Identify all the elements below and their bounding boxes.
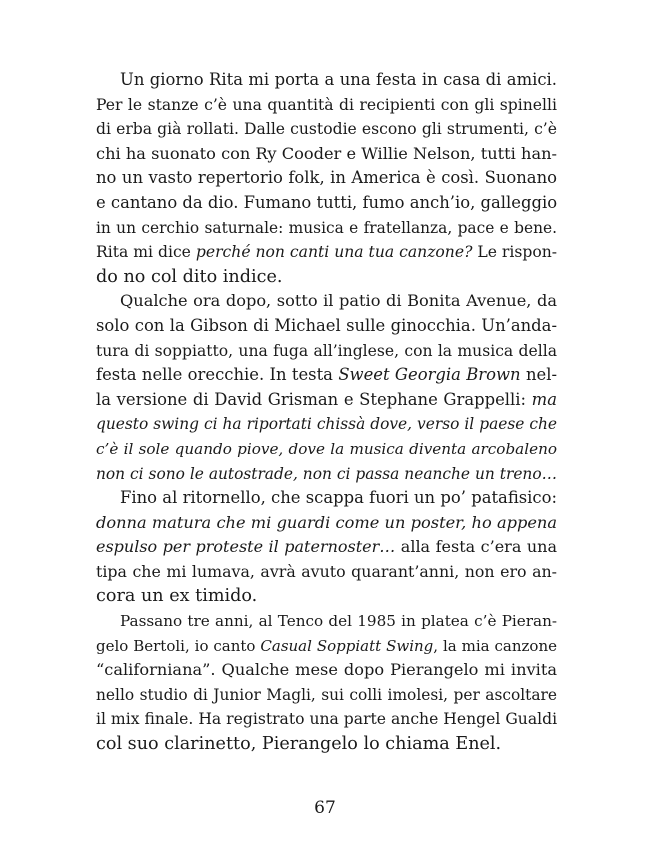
text-line: e cantano da dio. Fumano tutti, fumo anch’io, galleggio	[96, 192, 558, 212]
paragraph	[96, 289, 557, 486]
text-line	[96, 462, 557, 487]
text-run: festa nelle orecchie. In testa	[96, 365, 339, 385]
text-line	[96, 240, 557, 265]
italic-run: ma	[531, 389, 557, 409]
italic-run: non ci sono le autostrade, non ci passa neanche un treno…	[96, 464, 557, 483]
text-line: col suo clarinetto, Pierangelo lo chiama Enel.	[96, 734, 502, 755]
text-line	[96, 363, 557, 388]
text-line: cora un ex timido.	[96, 586, 258, 607]
italic-run: espulso per proteste il paternoster…	[96, 537, 396, 557]
text-line: Qualche ora dopo, sotto il patio di Bonita Avenue, da	[120, 291, 557, 311]
italic-run: Sweet Georgia Brown	[338, 365, 521, 385]
text-line: solo con la Gibson di Michael sulle ginocchia. Un’anda-	[96, 315, 557, 335]
text-line: il mix finale. Ha registrato una parte anche Hengel Gualdi	[96, 710, 558, 729]
text-line: Passano tre anni, al Tenco del 1985 in platea c’è Pieran-	[120, 612, 557, 631]
text-run: Le rispon-	[472, 243, 558, 262]
italic-run: perché non canti una tua canzone?	[195, 243, 473, 262]
text-line: tura di soppiatto, una fuga all’inglese, con la musica della	[96, 341, 557, 360]
italic-run: Casual Soppiatt Swing	[260, 636, 434, 655]
page-number: 67	[314, 798, 336, 818]
text-line	[96, 437, 557, 462]
text-line	[96, 535, 557, 560]
text-line: Un giorno Rita mi porta a una festa in casa di amici.	[120, 70, 557, 89]
text-line: nello studio di Junior Magli, sui colli imolesi, per ascoltare	[96, 685, 557, 704]
text-line: Per le stanze c’è una quantità di recipienti con gli spinelli	[96, 95, 557, 114]
text-run: la versione di David Grisman e Stephane Grappelli:	[96, 389, 532, 409]
text-line	[96, 634, 557, 659]
italic-run: questo swing ci ha riportati chissà dove, verso il paese che	[96, 415, 557, 434]
paragraph	[96, 68, 557, 289]
text-line: “californiana”. Qualche mese dopo Pierangelo mi invita	[96, 660, 557, 680]
text-line: in un cerchio saturnale: musica e fratellanza, pace e bene.	[96, 218, 557, 237]
paragraph	[96, 486, 557, 609]
text-line: no un vasto repertorio folk, in America è così. Suonano	[96, 168, 557, 188]
italic-run: c’è il sole quando piove, dove la musica diventa arcobaleno	[96, 439, 557, 458]
text-line: tipa che mi lumava, avrà avuto quarant’anni, non ero an-	[96, 561, 557, 581]
text-run: , la mia canzone	[433, 636, 557, 655]
text-line: Fino al ritornello, che scappa fuori un po’ patafisico:	[120, 488, 557, 508]
text-run: alla festa c’era una	[395, 537, 557, 557]
text-run: nel-	[520, 365, 557, 385]
text-line: do no col dito indice.	[96, 266, 283, 287]
text-line	[96, 388, 557, 413]
text-line: chi ha suonato con Ry Cooder e Willie Nelson, tutti han-	[96, 143, 557, 163]
text-line: di erba già rollati. Dalle custodie escono gli strumenti, c’è	[96, 120, 557, 139]
text-line	[96, 511, 557, 536]
text-line	[96, 412, 557, 437]
paragraph	[96, 609, 557, 757]
text-run: gelo Bertoli, io canto	[96, 636, 261, 655]
book-page-text	[96, 68, 557, 757]
text-run: Rita mi dice	[96, 243, 196, 262]
italic-run: donna matura che mi guardi come un poster, ho appena	[96, 512, 557, 532]
